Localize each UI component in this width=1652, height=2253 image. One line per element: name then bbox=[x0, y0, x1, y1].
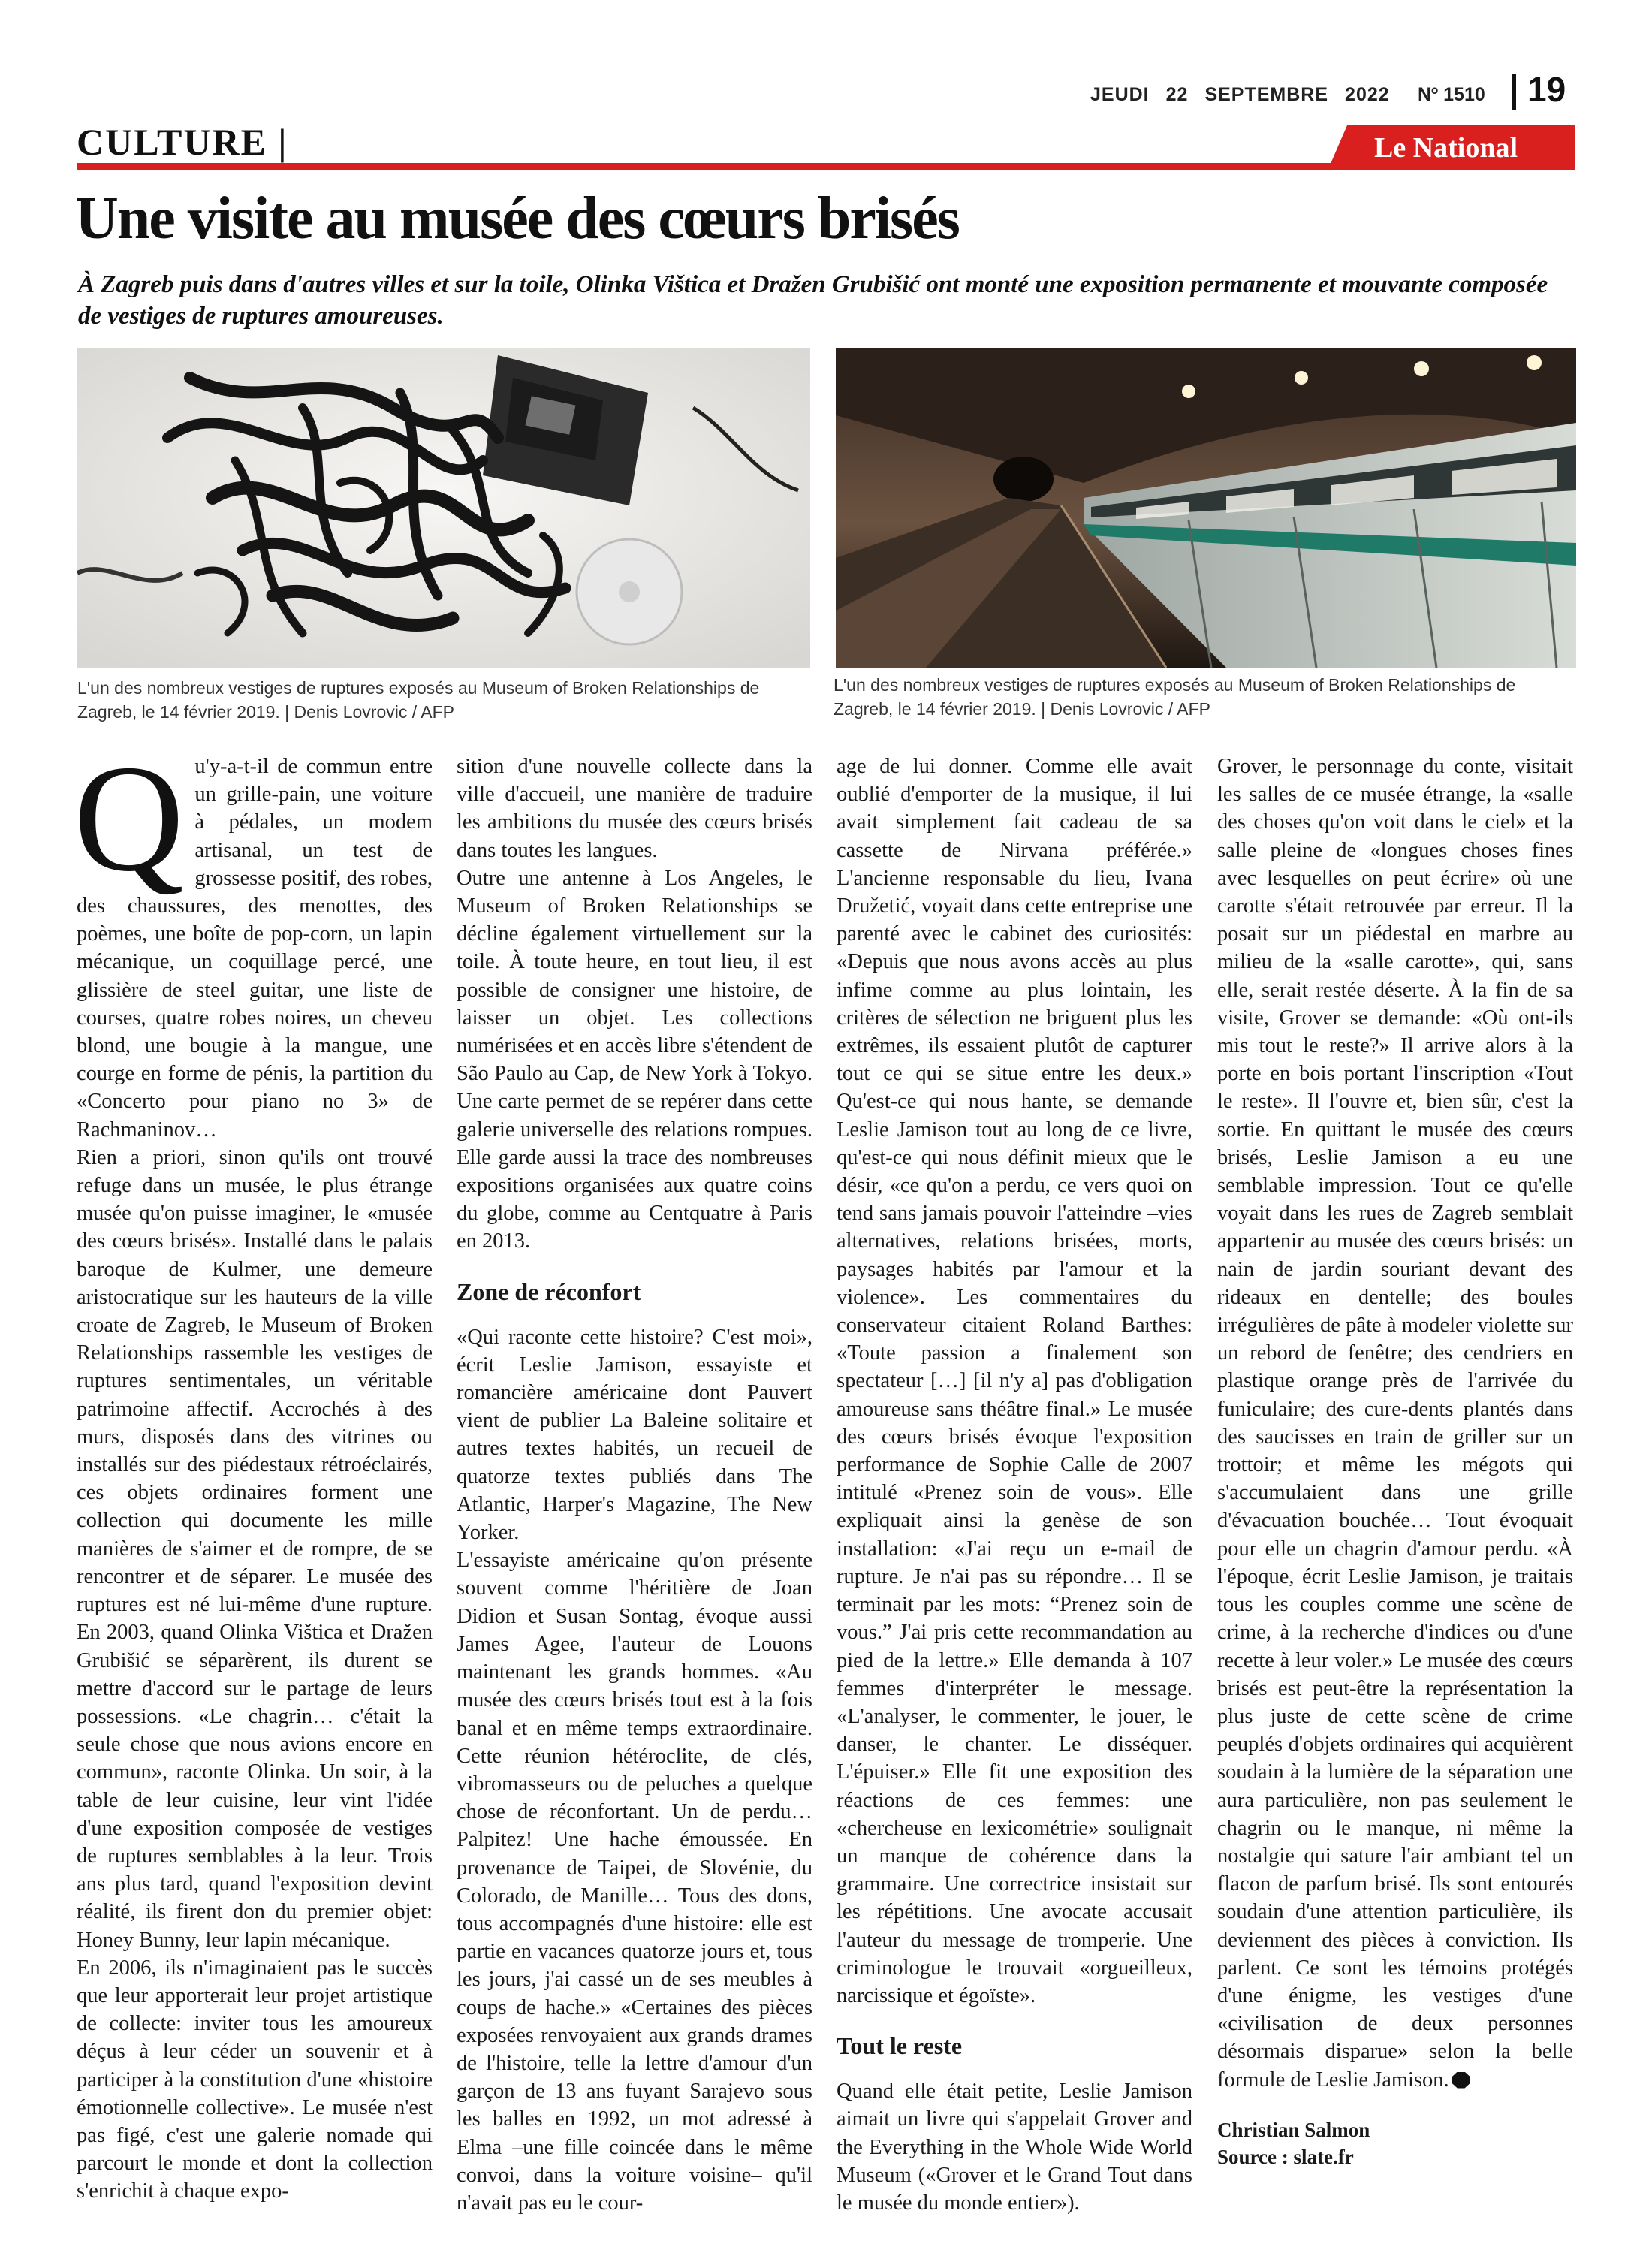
body-paragraph bbox=[1217, 753, 1573, 2094]
article-title: Une visite au musée des cœurs brisés bbox=[75, 185, 959, 252]
article-standfirst: À Zagreb puis dans d'autres villes et sur la toile, Olinka Vištica et Dražen Grubišić ont monté une exposition permanente et mouvante composée de vestiges de ruptures amoureuses. bbox=[78, 271, 1548, 330]
date-month: SEPTEMBRE bbox=[1204, 84, 1329, 105]
page-number-separator bbox=[1512, 74, 1516, 110]
brand-name: Le National bbox=[1374, 132, 1518, 164]
article-column-3 bbox=[837, 753, 1192, 2217]
end-of-article-icon bbox=[1452, 2072, 1470, 2089]
date-day: JEUDI bbox=[1090, 84, 1150, 105]
section-label: CULTURE | bbox=[77, 121, 288, 163]
paragraph-text: Grover, le personnage du conte, visitait les salles de ce musée étrange, la «salle des choses qu'on voit dans le ciel» et la salle pleine de «longues choses fines avec lesquelles on peut écrire» où une carotte s'était retrouvée par erreur. Il la posait sur un piédestal en marbre au milieu de la «salle carotte», qui, sans elle, serait restée déserte. À la fin de sa visite, Grover se demande: «Où ont-ils mis tout le reste?» Il arrive alors à la porte en bois portant l'inscription «Tout le reste». Il l'ouvre et, bien sûr, c'est la sortie. En quittant le musée des cœurs brisés, Leslie Jamison a eu une semblable impression. Tout ce qu'elle voyait dans les rues de Zagreb semblait appartenir au musée des cœurs brisés: un nain de jardin souriant devant des rideaux en dentelle; des boules irrégulières de pâte à modeler violette sur un rebord de fenêtre; des cendriers en plastique orange près de l'arrivée du funiculaire; des cure-dents plantés dans des saucisses en train de griller sur un trottoir; et même les mégots qui s'accumulaient dans une grille d'évacuation bouchée… Tout évoquait pour elle un chagrin d'amour perdu. «À l'époque, écrit Leslie Jamison, je traitais tous les couples comme une scène de crime, à la recherche d'indices ou d'une recette à leur voler.» Le musée des cœurs brisés est peut-être la représentation la plus juste de cette scène de crime peuplés d'objets ordinaires qui acquièrent soudain à la lumière de la séparation une aura particulière, non pas seulement le chagrin ou le manque, ni même la nostalgie qui sature l'air ambiant tel un flacon de parfum brisé. Ils sont entourés soudain d'une attention particulière, ils deviennent des pièces à conviction. Ils parlent. Ce sont les témoins protégés d'une énigme, les vestiges d'une «civilisation de deux personnes désormais disparue» selon la belle formule de Leslie Jamison. bbox=[1217, 755, 1573, 2092]
article-column-2 bbox=[457, 753, 812, 2217]
drop-cap: Q bbox=[74, 734, 185, 903]
body-paragraph: sition d'une nouvelle collecte dans la ville d'accueil, une manière de traduire les ambitions du musée des cœurs brisés dans toutes les langues. bbox=[457, 755, 812, 862]
body-paragraph: Outre une antenne à Los Angeles, le Museum of Broken Relationships se décline également virtuellement sur la toile. À toute heure, en tout lieu, il est possible de consigner une histoire, de laisser un objet. Les collections numérisées et en accès libre s'étendent de São Paulo au Cap, de New York à Tokyo. Une carte permet de se repérer dans cette galerie universelle des relations rompues. Elle garde aussi la trace des nombreuses expositions organisées aux quatre coins du globe, comme au Centquatre à Paris en 2013. bbox=[457, 866, 812, 1253]
body-paragraph: «Qui raconte cette histoire? C'est moi», écrit Leslie Jamison, essayiste et romancière américaine dont Pauvert vient de publier La Baleine solitaire et autres textes habités, un recueil de quatorze textes publiés dans The Atlantic, Harper's Magazine, The New Yorker. bbox=[457, 1325, 812, 1545]
photo-metro-station bbox=[836, 348, 1576, 668]
body-paragraph: Rien a priori, sinon qu'ils ont trouvé refuge dans un musée, le plus étrange musée qu'on puisse imaginer, le «musée des cœurs brisés». Installé dans le palais baroque de Kulmer, une demeure aristocratique sur les hauteurs de la ville croate de Zagreb, le Museum of Broken Relationships rassemble les vestiges de ruptures sentimentales, un véritable patrimoine affectif. Accrochés à des murs, disposés dans des vitrines ou installés sur des piédestaux rétroéclairés, ces objets ordinaires forment une collection qui documente les mille manières de s'aimer et de rompre, de se rencontrer et de séparer. Le musée des ruptures est né lui-même d'une rupture. En 2003, quand Olinka Vištica et Dražen Grubišić se séparèrent, ils durent se mettre d'accord sur le partage de leurs possessions. «Le chagrin… c'était la seule chose que nous avions encore en commun», raconte Olinka. Un soir, à la table de leur cuisine, leur vint l'idée d'une exposition composée de vestiges de ruptures semblables à la leur. Trois ans plus tard, quand l'exposition devint réalité, ils firent don du premier objet: Honey Bunny, leur lapin mécanique. bbox=[77, 1145, 433, 1952]
issue-number: Nº 1510 bbox=[1418, 84, 1485, 105]
article-source: Source : slate.fr bbox=[1217, 2145, 1354, 2168]
article-column-4 bbox=[1217, 753, 1573, 2170]
body-paragraph: L'essayiste américaine qu'on présente souvent comme l'héritière de Joan Didion et Susan Sontag, évoque aussi James Agee, l'auteur de Louons maintenant les grands hommes. «Au musée des cœurs brisés tout est à la fois banal et en même temps extraordinaire. Cette réunion hétéroclite, de clés, vibromasseurs ou de peluches a quelque chose de réconfortant. Un de perdu… Palpitez! Une hache émoussée. En provenance de Taipei, de Slovénie, du Colorado, de Manille… Tous des dons, tous accompagnés d'une histoire: elle est partie en vacances quatorze jours et, tous les jours, j'ai cassé un de ses meubles à coups de hache.» «Certaines des pièces exposées renvoyaient aux grands drames de l'histoire, telle la lettre d'amour d'un garçon de 13 ans fuyant Sarajevo sous les balles en 1992, un mot adressé à Elma –une fille coincée dans le même convoi, dans la voiture voisine– qu'il n'avait pas eu le cour- bbox=[457, 1549, 812, 2215]
photo-metro-station-illustration bbox=[836, 348, 1576, 668]
date-number: 22 bbox=[1165, 84, 1189, 105]
photo-broken-objects bbox=[77, 348, 810, 668]
subheading: Tout le reste bbox=[837, 2032, 963, 2060]
body-paragraph bbox=[74, 734, 433, 1144]
body-paragraph: Quand elle était petite, Leslie Jamison aimait un livre qui s'appelait Grover and the Everything in the Whole Wide World Museum («Grover et le Grand Tout dans le musée du monde entier»). bbox=[837, 2080, 1192, 2215]
author-name: Christian Salmon bbox=[1217, 2118, 1370, 2141]
page-number: 19 bbox=[1527, 70, 1566, 109]
issue-date bbox=[1090, 84, 1406, 106]
article-column-1 bbox=[74, 734, 433, 2206]
paragraph-text: u'y-a-t-il de commun entre un grille-pain, une voiture à pédales, un modem artisanal, un test de grossesse positif, des robes, des chaussures, des menottes, des poèmes, une boîte de pop-corn, un lapin mécanique, un coquillage percé, une glissière de steel guitar, une liste de courses, quatre robes noires, un cheveu blond, une bougie à la mangue, une courge en forme de pénis, la partition du «Concerto pour piano no 3» de Rachmaninov… bbox=[77, 755, 433, 1142]
photo-broken-objects-illustration bbox=[77, 348, 810, 668]
subheading: Zone de réconfort bbox=[457, 1277, 641, 1305]
body-paragraph: age de lui donner. Comme elle avait oublié d'emporter de la musique, il lui avait simplement fait cadeau de sa cassette de Nirvana préférée.» L'ancienne responsable du lieu, Ivana Družetić, voyait dans cette entreprise une parenté avec le cabinet des curiosités: «Depuis que nous avons accès au plus infime comme au plus lointain, les critères de sélection ne briguent plus les extrêmes, ils essaient plutôt de capturer tout ce qui se situe entre les deux.» Qu'est-ce qui nous hante, se demande Leslie Jamison tout au long de ce livre, qu'est-ce qui nous définit mieux que le désir, «ce qu'on a perdu, ce vers quoi on tend sans jamais pouvoir l'atteindre –vies alternatives, relations brisées, morts, paysages habités par l'amour et la violence». Les commentaires du conservateur citaient Roland Barthes: «Toute passion a finalement son spectateur […] [il n'y a] pas d'obligation amoureuse sans théâtre final.» Le musée des cœurs brisés évoque l'exposition performance de Sophie Calle de 2007 intitulé «Prenez soin de vous». Elle expliquait ainsi la genèse de son installation: «J'ai reçu un e-mail de rupture. Je n'ai pas su répondre… Il se terminait par les mots: “Prenez soin de vous.” J'ai pris cette recommandation au pied de la lettre.» Elle demanda à 107 femmes d'interpréter le message. «L'analyser, le commenter, le jouer, le danser, le chanter. Le disséquer. L'épuiser.» Elle fit une exposition des réactions de ces femmes: une «chercheuse en lexicométrie» soulignait un manque de cohérence dans la grammaire. Une correctrice insistait sur les répétitions. Une avocate accusait l'auteur du message de tromperie. Une criminologue le trouvait «orgueilleux, narcissique et égoïste». bbox=[837, 755, 1192, 2007]
photo-caption: L'un des nombreux vestiges de ruptures exposés au Museum of Broken Relationships de Zagreb, le 14 février 2019. | Denis Lovrovic / AFP bbox=[834, 675, 1516, 719]
body-paragraph: En 2006, ils n'imaginaient pas le succès que leur apporterait leur projet artistique de collecte: inviter tous les amoureux déçus à leur céder un souvenir et à participer à la constitution d'une «histoire émotionnelle collective». Le musée n'est pas figé, c'est une galerie nomade qui parcourt le monde et dont la collection s'enrichit à chaque expo- bbox=[77, 1956, 433, 2203]
photo-caption: L'un des nombreux vestiges de ruptures exposés au Museum of Broken Relationships de Zagreb, le 14 février 2019. | Denis Lovrovic / AFP bbox=[77, 678, 760, 722]
date-year: 2022 bbox=[1345, 84, 1390, 105]
byline bbox=[1217, 2116, 1573, 2170]
